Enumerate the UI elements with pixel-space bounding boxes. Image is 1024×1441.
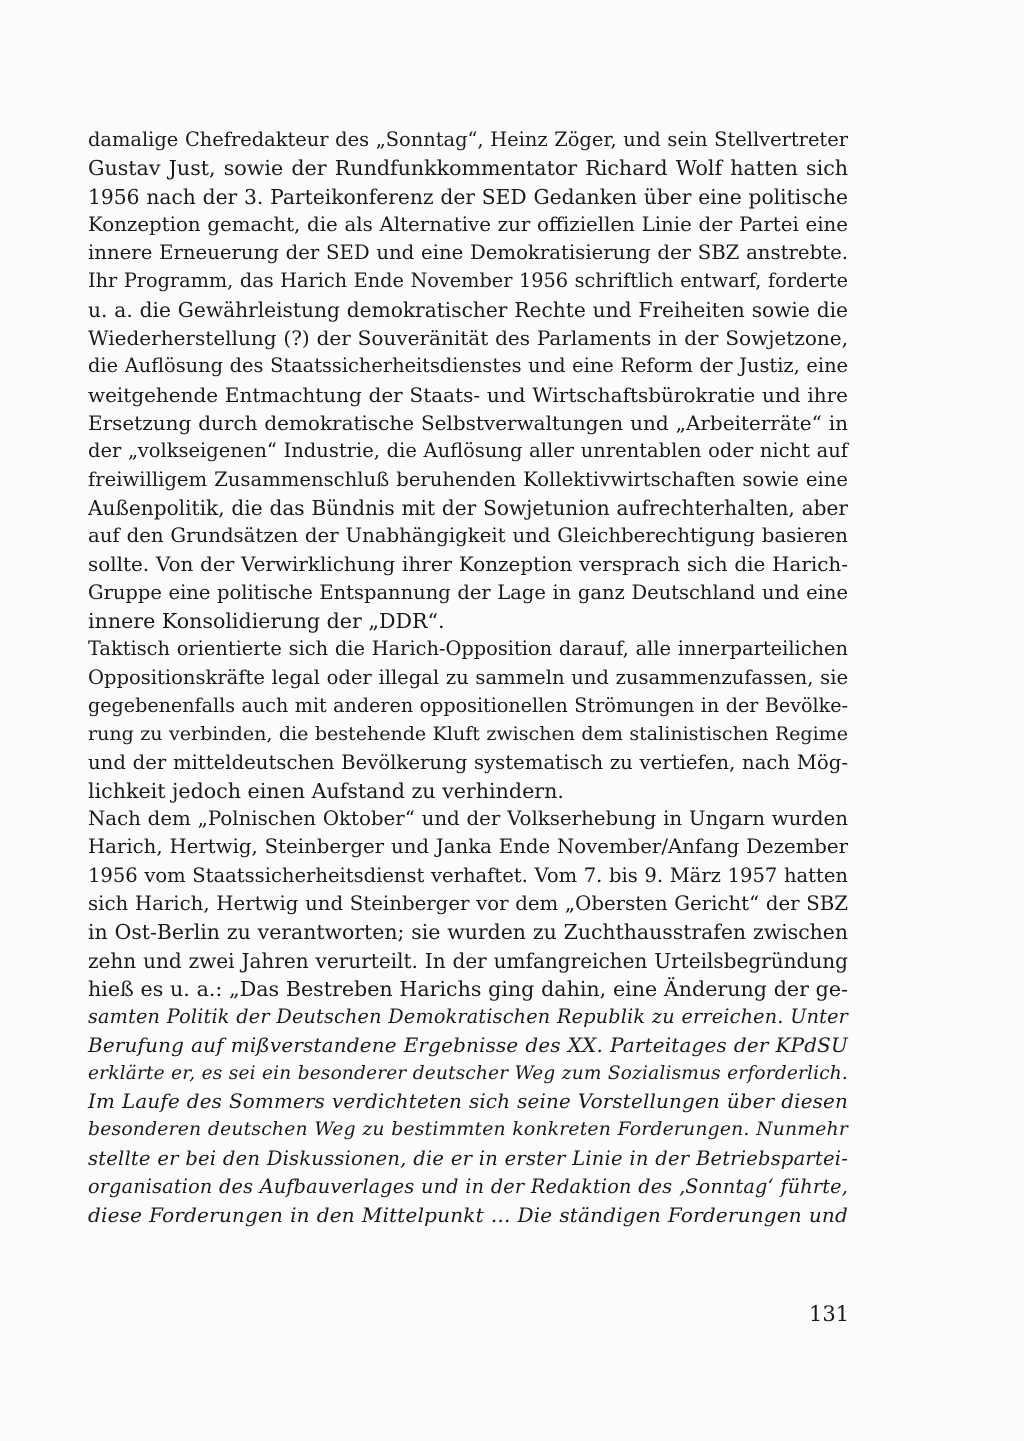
quote-line: stellte er bei den Diskussionen, die er in erster Linie in der Betriebspartei-	[88, 1146, 848, 1170]
text-line: auf den Grundsätzen der Unabhängigkeit und Gleichberechtigung basieren	[88, 524, 848, 548]
text-line: Konzeption gemacht, die als Alternative zur offiziellen Linie der Partei eine	[88, 212, 848, 236]
text-line: Gruppe eine politische Entspannung der Lage in ganz Deutschland und eine	[88, 580, 848, 604]
text-line: gegebenenfalls auch mit anderen oppositionellen Strömungen in der Bevölke-	[88, 693, 848, 717]
text-line: sich Harich, Hertwig und Steinberger vor dem „Obersten Gericht“ der SBZ	[88, 892, 848, 916]
quote-line: diese Forderungen in den Mittelpunkt ... Die ständigen Forderungen und	[88, 1203, 848, 1228]
quote-line: organisation des Aufbauverlages und in der Redaktion des ‚Sonntag‘ führte,	[88, 1174, 848, 1198]
text-line: 1956 nach der 3. Parteikonferenz der SED Gedanken über eine politische	[88, 184, 848, 209]
quote-line: Berufung auf mißverstandene Ergebnisse des XX. Parteitages der KPdSU	[88, 1033, 848, 1057]
quote-line: samten Politik der Deutschen Demokratischen Republik zu erreichen. Unter	[88, 1005, 848, 1029]
body-text	[88, 126, 848, 1230]
text-line: Taktisch orientierte sich die Harich-Opposition darauf, alle innerparteilichen	[88, 637, 848, 661]
text-line: lichkeit jedoch einen Aufstand zu verhindern.	[88, 778, 564, 803]
text-line: Ersetzung durch demokratische Selbstverwaltungen und „Arbeiterräte“ in	[88, 410, 848, 435]
quote-line: besonderen deutschen Weg zu bestimmten konkreten Forderungen. Nunmehr	[88, 1119, 848, 1141]
text-line: freiwilligem Zusammenschluß beruhenden Kollektivwirtschaften sowie eine	[88, 467, 848, 491]
text-line: innere Konsolidierung der „DDR“.	[88, 609, 445, 634]
text-line: u. a. die Gewährleistung demokratischer Rechte und Freiheiten sowie die	[88, 297, 848, 322]
text-line: weitgehende Entmachtung der Staats- und Wirtschaftsbürokratie und ihre	[88, 382, 848, 407]
text-line: Wiederherstellung (?) der Souveränität des Parlaments in der Sowjetzone,	[88, 326, 848, 351]
text-line: zehn und zwei Jahren verurteilt. In der umfangreichen Urteilsbegründung	[88, 948, 848, 973]
text-line: Gustav Just, sowie der Rundfunkkommentator Richard Wolf hatten sich	[88, 156, 848, 181]
text-line: sollte. Von der Verwirklichung ihrer Konzeption versprach sich die Harich-	[88, 552, 848, 577]
text-line: hieß es u. a.: „Das Bestreben Harichs ging dahin, eine Änderung der ge-	[88, 976, 848, 1001]
text-line: Oppositionskräfte legal oder illegal zu sammeln und zusammenzufassen, sie	[88, 665, 848, 689]
text-line: Ihr Programm, das Harich Ende November 1956 schriftlich entwarf, forderte	[88, 269, 848, 293]
text-line: und der mitteldeutschen Bevölkerung systematisch zu vertiefen, nach Mög-	[88, 750, 848, 774]
quote-line: Im Laufe des Sommers verdichteten sich seine Vorstellungen über diesen	[88, 1090, 848, 1114]
text-line: innere Erneuerung der SED und eine Demokratisierung der SBZ anstrebte.	[88, 241, 848, 265]
quote-line: erklärte er, es sei ein besonderer deutscher Weg zum Sozialismus erforderlich.	[88, 1062, 848, 1084]
text-line: der „volkseigenen“ Industrie, die Auflösung aller unrentablen oder nicht auf	[88, 439, 848, 463]
text-line: Außenpolitik, die das Bündnis mit der Sowjetunion aufrechterhalten, aber	[88, 495, 848, 520]
text-line: in Ost-Berlin zu verantworten; sie wurden zu Zuchthausstrafen zwischen	[88, 920, 848, 945]
text-line: Harich, Hertwig, Steinberger und Janka Ende November/Anfang Dezember	[88, 835, 848, 859]
page-number: 131	[809, 1302, 850, 1326]
text-line: 1956 vom Staatssicherheitsdienst verhaftet. Vom 7. bis 9. März 1957 hatten	[88, 863, 848, 887]
text-line: Nach dem „Polnischen Oktober“ und der Volkserhebung in Ungarn wurden	[88, 807, 848, 831]
text-line: rung zu verbinden, die bestehende Kluft zwischen dem stalinistischen Regime	[88, 723, 848, 746]
text-line: die Auflösung des Staatssicherheitsdienstes und eine Reform der Justiz, eine	[88, 354, 848, 378]
text-line: damalige Chefredakteur des „Sonntag“, Heinz Zöger, und sein Stellvertreter	[88, 128, 848, 151]
